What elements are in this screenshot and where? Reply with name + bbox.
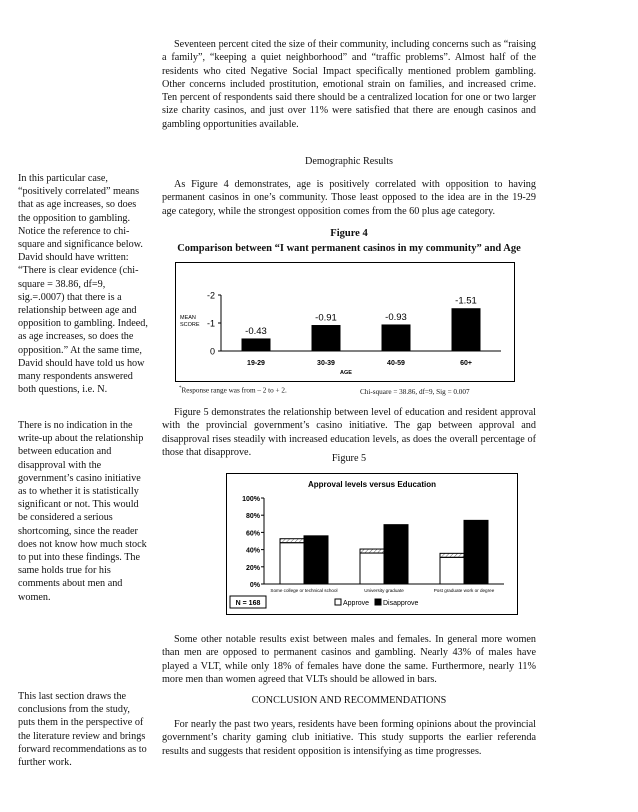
fig5-bar-approve [280, 543, 304, 584]
fig5-bar-disapprove [304, 536, 328, 584]
fig4-data-label: -1.51 [455, 295, 477, 307]
fig4-bar [382, 325, 410, 351]
figure-5-label: Figure 5 [331, 453, 367, 464]
fig4-bar [242, 339, 270, 351]
figure-4-title: Comparison between “I want permanent casinos in my community” and Age [177, 243, 521, 254]
fig5-bar-disapprove [464, 520, 488, 584]
fig4-y-label-line1: MEAN [180, 315, 196, 321]
paragraph-age-correlation: As Figure 4 demonstrates, age is positively correlated with opposition to having permanent casinos in one’s community. Those least opposed to the idea are in the 19-29 age category, while the strongest opposition comes from the 60 plus age category. [162, 179, 536, 217]
figure-4-footnote-range: *Response range was from – 2 to + 2. [179, 386, 287, 395]
fig5-bar-approve-top [440, 553, 464, 557]
fig4-y-tick-label: -1 [206, 318, 215, 329]
fig5-legend-disapprove: Disapprove [383, 600, 419, 607]
fig4-y-label-line2: SCORE [180, 322, 200, 328]
fig4-bar [312, 326, 340, 351]
figure-4-svg [176, 263, 514, 381]
heading-demographic-results: Demographic Results [305, 156, 393, 167]
heading-conclusion: CONCLUSION AND RECOMMENDATIONS [251, 695, 447, 706]
fig5-title: Approval levels versus Education [307, 480, 437, 489]
fig4-x-tick-label: 40-59 [387, 360, 405, 367]
fig5-y-tick-label: 100% [242, 496, 260, 503]
paragraph-community-size: Seventeen percent cited the size of their community, including concerns such as “raising a family”, “keeping a quiet neighborhood” and “traffic problems”. Almost half of the residents who cited Negative Social Impact specifically mentioned problem gambling. Other concerns included prostitution, emotional strain on families, and increased crime. Ten percent of respondents said there should be a centralized location for one or two larger size charity casinos, and just over 11% were satisfied that there are enough casinos and gambling opportunities available. [162, 39, 536, 130]
fig5-legend-approve: Approve [343, 600, 370, 607]
fig5-bar-approve-top [360, 549, 384, 553]
fig5-bar-approve [440, 557, 464, 584]
paragraph-gender: Some other notable results exist between males and females. In general more women than men are opposed to permanent casinos and gambling. Nearly 43% of males have played a VLT, while only 18% of females have done the same. Furthermore, nearly 11% more men than women agreed that VLTs should be allowed in bars. [162, 634, 536, 685]
fig5-bar-approve [360, 553, 384, 584]
fig4-data-label: -0.43 [245, 325, 267, 337]
fig4-data-label: -0.93 [385, 311, 407, 323]
fig5-x-tick-label: Some college or technical school [270, 588, 338, 593]
paragraph-education: Figure 5 demonstrates the relationship between level of education and resident approval with the provincial government’s casino initiative. The gap between approval and disapproval rises steadily with increased education levels, as does the overall percentage of those that disapprove. [162, 407, 536, 458]
fig5-x-tick-label: Post graduate work or degree [433, 588, 495, 593]
fig5-bar-approve-top [280, 539, 304, 543]
figure-4-label: Figure 4 [330, 228, 368, 239]
fig4-x-tick-label: 60+ [460, 360, 472, 367]
figure-4-chart [175, 262, 515, 382]
fig4-bar [452, 309, 480, 351]
fig4-x-tick-label: 30-39 [317, 360, 335, 367]
figure-4-footnote-chisq: Chi-square = 38.86, df=9, Sig = 0.007 [360, 388, 470, 396]
fig4-x-axis-label: AGE [340, 370, 352, 376]
fig5-y-tick-label: 0% [249, 582, 260, 589]
fig4-y-tick-label: -2 [206, 290, 215, 301]
fig4-x-tick-label: 19-29 [247, 360, 265, 367]
paragraph-conclusion: For nearly the past two years, residents have been forming opinions about the provincial government’s charity gaming club initiative. This study supports the earlier referenda results and suggests that resident opposition is intensifying as time progresses. [162, 719, 536, 757]
margin-note-correlation: In this particular case, “positively correlated” means that as age increases, so does the opposition to gambling. Notice the reference to chi-square and significance below. David should have written: “There is clear evidence (chi-square = 38.86, df=9, sig.=.0007) that there is a relationship between age and opposition to gambling. Indeed, as age increases, so does the opposition.” At the same time, David should have told us how many respondents answered both questions, i.e. N. [18, 173, 148, 396]
fig5-legend-swatch-disapprove [375, 599, 381, 605]
margin-note-conclusion: This last section draws the conclusions from the study, puts them in the perspective of the literature review and brings forward recommendations as to further work. [18, 691, 147, 769]
figure-5-chart [226, 473, 518, 615]
fig5-x-tick-label: University graduate [364, 588, 404, 593]
fig5-y-tick-label: 60% [245, 530, 260, 538]
fig5-legend-swatch-approve [335, 599, 341, 605]
margin-note-significance: There is no indication in the write-up about the relationship between education and disapproval with the government’s casino initiative as to whether it is statistically significant or not. This would be considered a serious shortcoming, since the reader does not know how much stock to put into these findings. The same holds true for his comments about men and women. [18, 420, 147, 603]
fig5-n-label: N = 168 [235, 600, 261, 607]
fig5-bar-disapprove [384, 525, 408, 584]
fig5-y-tick-label: 20% [245, 564, 260, 572]
figure-5-svg [227, 474, 517, 614]
fig5-y-tick-label: 80% [245, 513, 260, 521]
fig4-data-label: -0.91 [315, 312, 337, 324]
fig4-y-tick-label: 0 [209, 346, 215, 357]
fig5-y-tick-label: 40% [245, 547, 260, 555]
